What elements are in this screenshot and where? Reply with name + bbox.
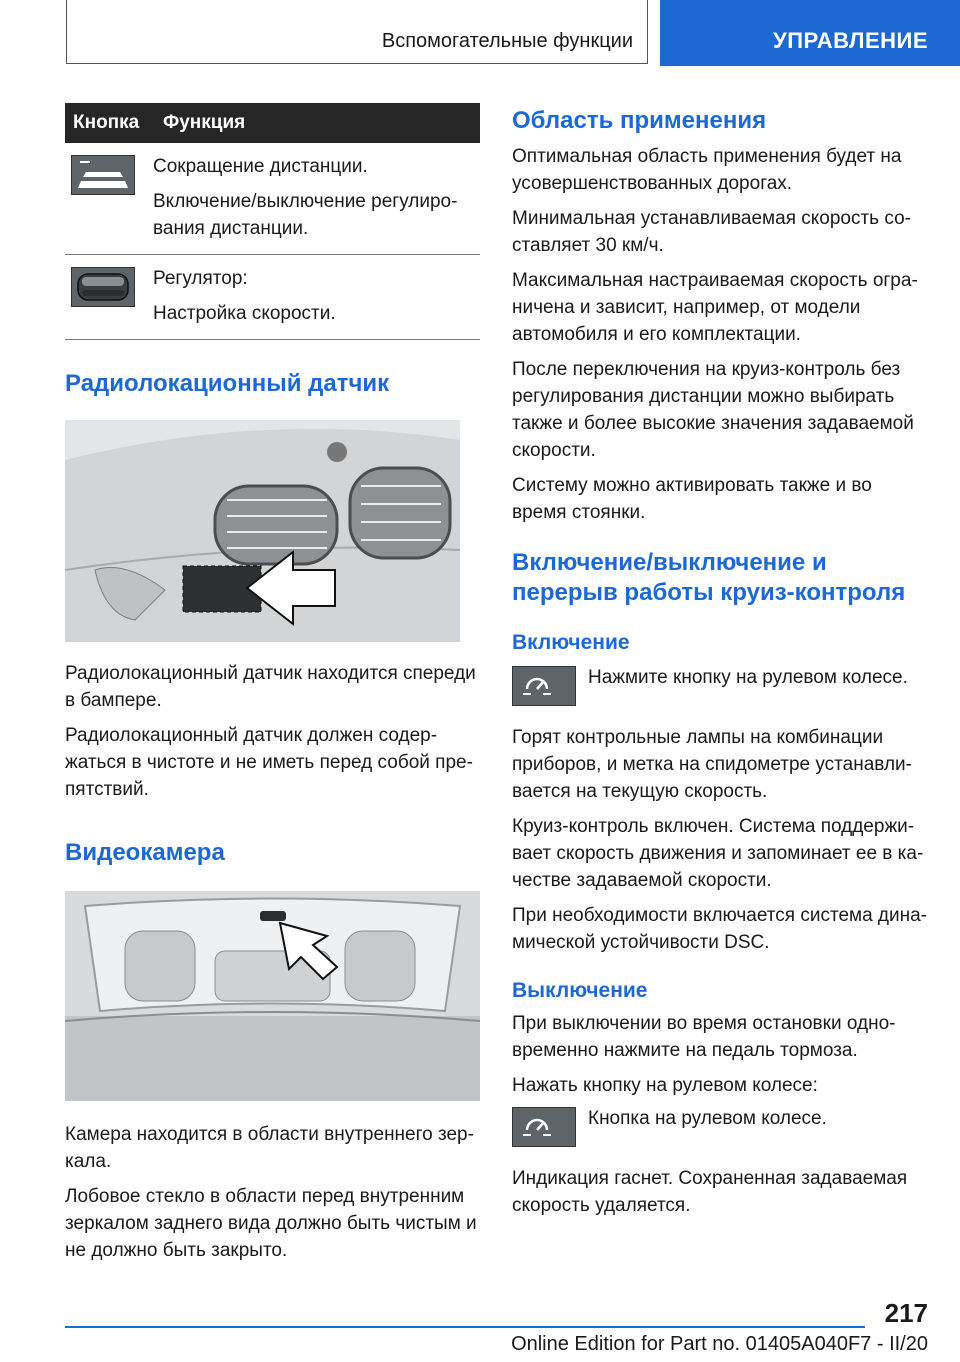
section-heading: Включение/выключение и перерыв работы круиз-контроля [512,549,906,606]
paragraph: Максимальная настраиваемая скорость огра-ничена и зависит, например, от модели автомобиля и его комплектации. [512,270,918,345]
paragraph: Лобовое стекло в области перед внутренним зеркалом заднего вида должно быть чистым и не должно быть закрыто. [65,1186,477,1261]
rocker-switch-icon [71,267,135,307]
table-row [65,255,480,340]
button-description: Кнопка на рулевом колесе. [588,1108,827,1129]
section-heading: Радиолокационный датчик [65,370,390,397]
paragraph: При выключении во время остановки одно-временно нажмите на педаль тормоза. [512,1013,896,1061]
edition-footer: Online Edition for Part no. 01405A040F7 - II/20 [511,1333,928,1355]
section-title: Вспомогательные функции [381,30,633,52]
function-text: Настройка скорости. [153,303,336,324]
table-header-function: Функция [153,103,480,143]
distance-bars-icon [71,155,135,195]
page-header [0,0,960,66]
paragraph: Круиз-контроль включен. Система поддержи-вает скорость движения и запоминает ее в ка-честве задаваемой скорости. [512,816,924,891]
paragraph: Минимальная устанавливаемая скорость со-ставляет 30 км/ч. [512,208,911,256]
chapter-tab [660,0,960,66]
button-description-row [512,1107,930,1147]
button-function-table [65,103,480,340]
page-number: 217 [884,1298,928,1328]
function-text: Сокращение дистанции. [153,156,368,177]
right-column [512,103,930,1227]
paragraph: Систему можно активировать также и во время стоянки. [512,475,872,523]
cruise-control-button-icon [512,666,576,706]
left-column [65,103,480,1272]
section-heading: Область применения [512,107,767,134]
paragraph: Оптимальная область применения будет на усовершенствованных дорогах. [512,146,902,194]
paragraph: Горят контрольные лампы на комбинации приборов, и метка на спидометре устанавли-вается на текущую скорость. [512,727,912,802]
camera-illustration [65,891,480,1101]
paragraph: Камера находится в области внутреннего зер-кала. [65,1124,474,1172]
cruise-control-button-icon [512,1107,576,1147]
subsection-heading: Выключение [512,979,648,1002]
paragraph: Радиолокационный датчик должен содер-жаться в чистоте и не иметь перед собой пре-пятствий. [65,725,473,800]
subsection-heading: Включение [512,631,630,654]
footer-divider [65,1326,865,1328]
section-tab [66,0,648,64]
paragraph: Индикация гаснет. Сохраненная задаваемая скорость удаляется. [512,1168,908,1216]
table-row [65,143,480,255]
section-heading: Видеокамера [65,839,225,866]
paragraph: Нажать кнопку на рулевом колесе: [512,1075,818,1096]
table-header-button: Кнопка [65,103,153,143]
button-description: Нажмите кнопку на рулевом колесе. [588,667,908,688]
paragraph: Радиолокационный датчик находится спереди в бампере. [65,663,476,711]
bumper-radar-illustration [65,420,460,642]
paragraph: При необходимости включается система дина-мической устойчивости DSC. [512,905,928,953]
chapter-title: УПРАВЛЕНИЕ [773,28,928,53]
button-description-row [512,666,930,706]
function-text: Включение/выключение регулиро-вания дистанции. [153,191,458,239]
paragraph: После переключения на круиз-контроль без регулирования дистанции можно выбирать также и более высокие значения задаваемой скорости. [512,359,914,461]
function-text: Регулятор: [153,268,248,289]
